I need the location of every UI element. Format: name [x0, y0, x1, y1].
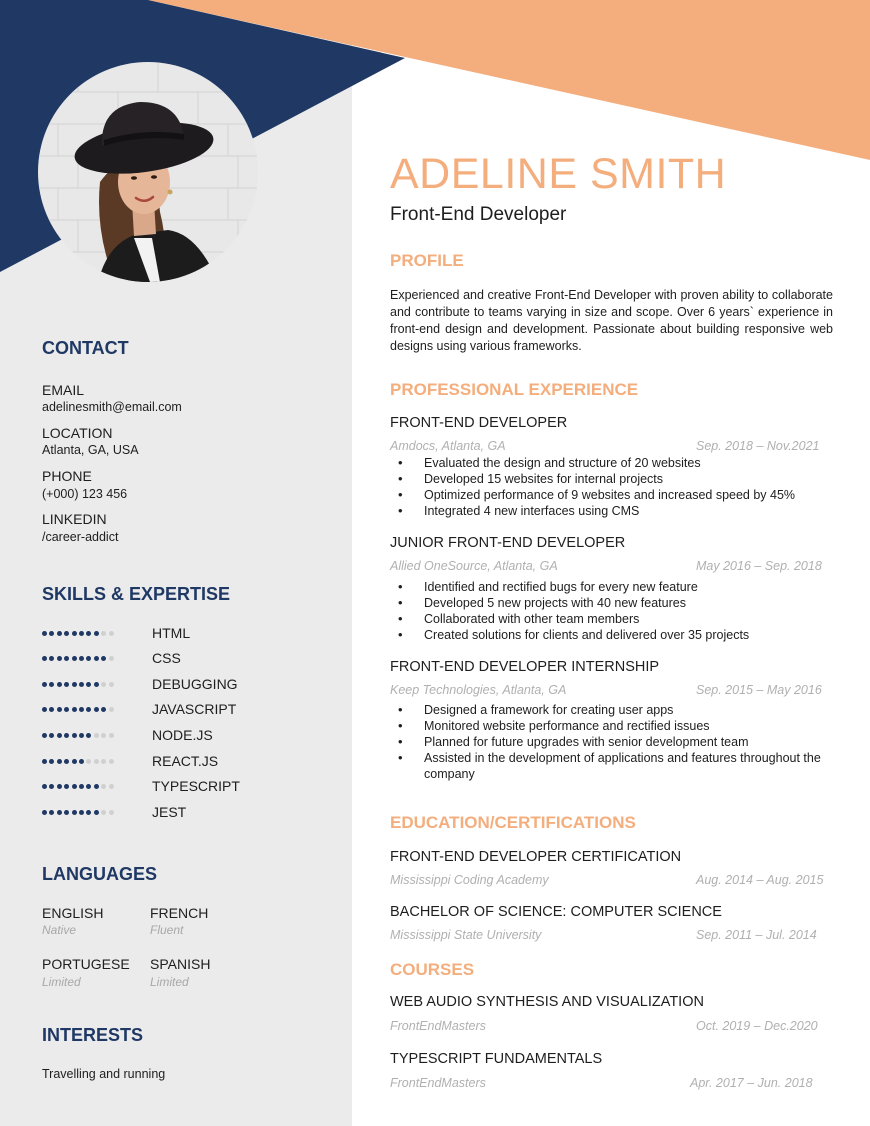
skill-dot-filled [79, 631, 84, 636]
skill-rating [42, 631, 150, 636]
skill-dot-filled [72, 810, 77, 815]
education-institution: Mississippi State University [390, 928, 542, 942]
skill-dot-filled [64, 682, 69, 687]
skill-dot-empty [86, 759, 91, 764]
courses-heading: COURSES [390, 960, 475, 979]
experience-heading: PROFESSIONAL EXPERIENCE [390, 380, 639, 399]
skill-name: NODE.JS [152, 727, 213, 743]
skill-rating [42, 707, 150, 712]
contact-email-label: EMAIL [42, 382, 85, 398]
list-item: • Designed a framework for creating user apps [398, 702, 838, 718]
skill-rating [42, 784, 150, 789]
skill-dot-empty [109, 682, 114, 687]
skill-dot-filled [57, 810, 62, 815]
list-item: • Planned for future upgrades with senior development team [398, 734, 838, 750]
education-dates: Sep. 2011 – Jul. 2014 [696, 928, 817, 942]
skill-dot-filled [49, 682, 54, 687]
contact-phone-label: PHONE [42, 468, 92, 484]
contact-phone-value[interactable]: (+000) 123 456 [42, 487, 128, 501]
languages-heading: LANGUAGES [42, 864, 158, 884]
skill-dot-filled [42, 759, 47, 764]
skill-dot-filled [86, 631, 91, 636]
candidate-title: Front-End Developer [390, 204, 567, 225]
candidate-name: ADELINE SMITH [390, 150, 727, 198]
job-title: FRONT-END DEVELOPER [390, 415, 568, 431]
contact-linkedin-value[interactable]: /career-addict [42, 530, 119, 544]
language-level: Limited [42, 975, 81, 989]
skill-dot-filled [57, 759, 62, 764]
skill-dot-filled [57, 707, 62, 712]
language-level: Limited [150, 975, 189, 989]
skill-dot-filled [86, 656, 91, 661]
skill-dot-filled [79, 810, 84, 815]
skill-dot-filled [42, 631, 47, 636]
skill-dot-filled [72, 759, 77, 764]
list-item: • Evaluated the design and structure of 20 websites [398, 455, 838, 471]
contact-location-label: LOCATION [42, 425, 113, 441]
list-item: • Monitored website performance and rectified issues [398, 718, 838, 734]
skill-dot-filled [79, 759, 84, 764]
skill-row [42, 776, 240, 796]
skill-dot-empty [94, 759, 99, 764]
education-title: BACHELOR OF SCIENCE: COMPUTER SCIENCE [390, 904, 722, 920]
skill-dot-filled [94, 784, 99, 789]
skill-dot-filled [64, 759, 69, 764]
profile-summary: Experienced and creative Front-End Developer with proven ability to collaborate and contribute to teams varying in size and scope. Over 6 years` experience in front-end design and development. Passionate about building responsive web designs using various frameworks. [390, 288, 833, 353]
list-item: • Developed 15 websites for internal projects [398, 471, 838, 487]
skill-dot-filled [79, 707, 84, 712]
skill-row [42, 674, 238, 694]
education-dates: Aug. 2014 – Aug. 2015 [696, 873, 824, 887]
skill-dot-empty [109, 631, 114, 636]
skill-dot-filled [72, 656, 77, 661]
skill-dot-filled [72, 682, 77, 687]
skill-dot-filled [86, 733, 91, 738]
job-bullets [398, 702, 838, 782]
skill-rating [42, 733, 150, 738]
skill-row [42, 751, 219, 771]
skill-dot-filled [42, 682, 47, 687]
list-item: • Created solutions for clients and delivered over 35 projects [398, 627, 838, 643]
skill-row [42, 802, 187, 822]
skill-dot-filled [94, 656, 99, 661]
skill-dot-empty [109, 759, 114, 764]
skill-name: JAVASCRIPT [152, 701, 237, 717]
course-title: WEB AUDIO SYNTHESIS AND VISUALIZATION [390, 994, 704, 1010]
skill-dot-filled [57, 733, 62, 738]
job-company: Amdocs, Atlanta, GA [390, 439, 506, 453]
contact-email-value[interactable]: adelinesmith@email.com [42, 400, 182, 414]
course-provider: FrontEndMasters [390, 1076, 486, 1090]
skill-dot-filled [94, 631, 99, 636]
skill-name: REACT.JS [152, 753, 219, 769]
skill-dot-empty [101, 759, 106, 764]
list-item: • Integrated 4 new interfaces using CMS [398, 503, 838, 519]
skill-dot-filled [94, 707, 99, 712]
skill-dot-filled [86, 682, 91, 687]
skill-dot-filled [86, 707, 91, 712]
skill-name: DEBUGGING [152, 676, 238, 692]
profile-photo [38, 62, 258, 282]
job-company: Allied OneSource, Atlanta, GA [390, 559, 558, 573]
skill-dot-filled [94, 682, 99, 687]
skill-name: HTML [152, 625, 191, 641]
list-item: • Identified and rectified bugs for every new feature [398, 579, 838, 595]
job-company: Keep Technologies, Atlanta, GA [390, 683, 567, 697]
skill-dot-filled [42, 810, 47, 815]
skill-dot-filled [64, 784, 69, 789]
education-title: FRONT-END DEVELOPER CERTIFICATION [390, 849, 682, 865]
skill-dot-empty [109, 707, 114, 712]
skill-name: CSS [152, 650, 181, 666]
list-item: • Developed 5 new projects with 40 new features [398, 595, 838, 611]
skill-dot-filled [49, 656, 54, 661]
skill-name: JEST [152, 804, 187, 820]
course-title: TYPESCRIPT FUNDAMENTALS [390, 1051, 603, 1067]
contact-linkedin-label: LINKEDIN [42, 511, 107, 527]
contact-location-value: Atlanta, GA, USA [42, 443, 139, 457]
skill-row [42, 648, 181, 668]
skill-dot-filled [64, 656, 69, 661]
skill-rating [42, 682, 150, 687]
language-name: PORTUGESE [42, 956, 130, 972]
skill-dot-empty [101, 682, 106, 687]
skill-dot-filled [101, 656, 106, 661]
skill-dot-filled [64, 733, 69, 738]
course-dates: Oct. 2019 – Dec.2020 [696, 1019, 818, 1033]
skill-dot-filled [57, 682, 62, 687]
skill-dot-filled [79, 682, 84, 687]
skill-rating [42, 810, 150, 815]
profile-heading: PROFILE [390, 251, 464, 270]
job-dates: May 2016 – Sep. 2018 [696, 559, 822, 573]
skill-dot-empty [101, 810, 106, 815]
skill-dot-filled [79, 784, 84, 789]
skill-dot-filled [42, 784, 47, 789]
course-provider: FrontEndMasters [390, 1019, 486, 1033]
education-institution: Mississippi Coding Academy [390, 873, 549, 887]
skill-dot-filled [49, 707, 54, 712]
skill-dot-empty [101, 631, 106, 636]
skills-heading: SKILLS & EXPERTISE [42, 584, 231, 604]
skill-dot-filled [57, 631, 62, 636]
list-item: • Optimized performance of 9 websites and increased speed by 45% [398, 487, 838, 503]
skill-dot-empty [101, 784, 106, 789]
skill-dot-empty [109, 784, 114, 789]
list-item: • Assisted in the development of applications and features throughout the company [398, 750, 838, 782]
skill-dot-empty [94, 733, 99, 738]
skill-dot-filled [49, 759, 54, 764]
job-bullets [398, 455, 838, 519]
job-bullets [398, 579, 838, 643]
skill-dot-filled [79, 656, 84, 661]
job-dates: Sep. 2018 – Nov.2021 [696, 439, 820, 453]
course-dates: Apr. 2017 – Jun. 2018 [690, 1076, 813, 1090]
language-name: SPANISH [150, 956, 211, 972]
skill-dot-filled [42, 733, 47, 738]
skill-dot-filled [49, 784, 54, 789]
skill-dot-filled [49, 631, 54, 636]
skill-dot-empty [109, 810, 114, 815]
skill-dot-filled [57, 656, 62, 661]
skill-dot-filled [101, 707, 106, 712]
skill-dot-filled [94, 810, 99, 815]
skill-dot-empty [109, 733, 114, 738]
language-level: Fluent [150, 923, 184, 937]
skill-row [42, 725, 213, 745]
skill-dot-filled [57, 784, 62, 789]
skill-dot-filled [64, 631, 69, 636]
skill-dot-empty [101, 733, 106, 738]
language-name: ENGLISH [42, 905, 104, 921]
skill-dot-filled [72, 784, 77, 789]
skill-dot-filled [86, 784, 91, 789]
skill-dot-filled [49, 810, 54, 815]
skill-dot-filled [86, 810, 91, 815]
job-dates: Sep. 2015 – May 2016 [696, 683, 822, 697]
job-title: JUNIOR FRONT-END DEVELOPER [390, 535, 626, 551]
skill-dot-filled [72, 733, 77, 738]
interests-heading: INTERESTS [42, 1025, 144, 1045]
job-title: FRONT-END DEVELOPER INTERNSHIP [390, 659, 660, 675]
skill-dot-filled [72, 707, 77, 712]
skill-dot-empty [109, 656, 114, 661]
skill-dot-filled [49, 733, 54, 738]
skill-row [42, 699, 237, 719]
skill-rating [42, 759, 150, 764]
skill-dot-filled [72, 631, 77, 636]
skill-dot-filled [64, 810, 69, 815]
education-heading: EDUCATION/CERTIFICATIONS [390, 813, 636, 832]
skill-dot-filled [79, 733, 84, 738]
interests-text: Travelling and running [42, 1067, 166, 1081]
skill-rating [42, 656, 150, 661]
list-item: • Collaborated with other team members [398, 611, 838, 627]
contact-heading: CONTACT [42, 338, 129, 358]
skill-dot-filled [42, 656, 47, 661]
language-level: Native [42, 923, 77, 937]
skill-dot-filled [64, 707, 69, 712]
language-name: FRENCH [150, 905, 209, 921]
skill-name: TYPESCRIPT [152, 778, 240, 794]
skill-dot-filled [42, 707, 47, 712]
skill-row [42, 623, 191, 643]
